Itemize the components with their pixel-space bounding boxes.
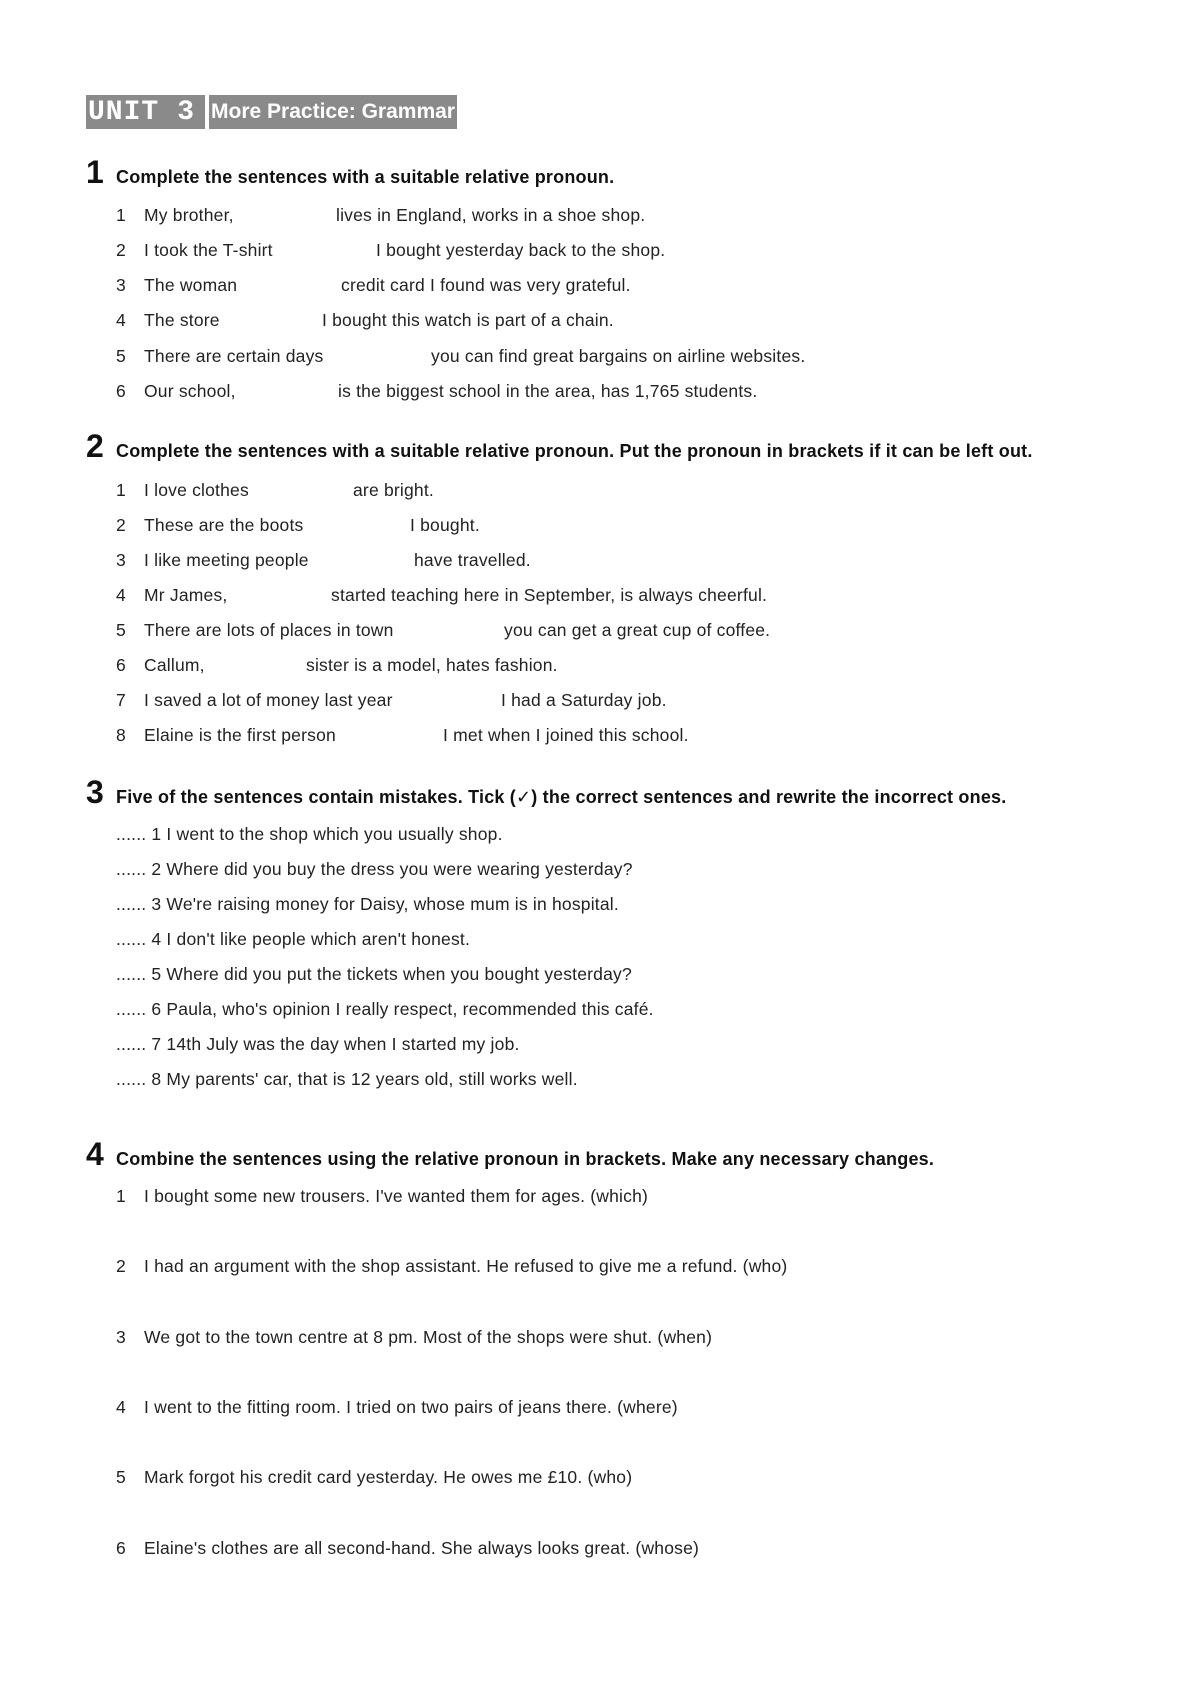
- item-text-start: I like meeting people: [144, 550, 309, 570]
- item-number: 4: [116, 1397, 126, 1417]
- item-text: I went to the fitting room. I tried on two pairs of jeans there. (where): [144, 1397, 678, 1417]
- section-1-heading: [86, 154, 614, 191]
- unit-label: [86, 95, 205, 129]
- item-text-end: lives in England, works in a shoe shop.: [336, 205, 646, 225]
- section-2-heading: [86, 428, 1033, 465]
- correction-item: ...... 8 My parents' car, that is 12 years old, still works well.: [116, 1069, 578, 1089]
- item-number: 2: [116, 515, 126, 535]
- item-text-end: I bought yesterday back to the shop.: [376, 240, 666, 260]
- item-text-end: sister is a model, hates fashion.: [306, 655, 558, 675]
- item-text-start: The woman: [144, 275, 238, 295]
- item-text-start: Our school,: [144, 381, 236, 401]
- item-text-start: I love clothes: [144, 480, 249, 500]
- item-text: Mark forgot his credit card yesterday. He owes me £10. (who): [144, 1467, 633, 1487]
- item-text-end: you can find great bargains on airline websites.: [431, 346, 806, 366]
- item-text: I bought some new trousers. I've wanted them for ages. (which): [144, 1186, 649, 1206]
- item-text: Elaine's clothes are all second-hand. She always looks great. (whose): [144, 1538, 700, 1558]
- item-text-end: started teaching here in September, is always cheerful.: [331, 585, 768, 605]
- item-text-start: These are the boots: [144, 515, 304, 535]
- item-text-end: credit card I found was very grateful.: [341, 275, 631, 295]
- item-number: 4: [116, 585, 126, 605]
- section-instruction: Five of the sentences contain mistakes. Tick (✓) the correct sentences and rewrite the incorrect ones.: [116, 787, 1007, 807]
- item-text-end: you can get a great cup of coffee.: [504, 620, 771, 640]
- item-text-end: I met when I joined this school.: [443, 725, 689, 745]
- item-number: 5: [116, 1467, 126, 1487]
- correction-item: ...... 6 Paula, who's opinion I really respect, recommended this café.: [116, 999, 654, 1019]
- item-text-start: I took the T-shirt: [144, 240, 273, 260]
- item-text-start: Callum,: [144, 655, 205, 675]
- item-text-start: My brother,: [144, 205, 234, 225]
- section-instruction: Complete the sentences with a suitable relative pronoun. Put the pronoun in brackets if it can be left out.: [116, 441, 1033, 461]
- section-number: 2: [86, 428, 104, 464]
- item-text-start: There are certain days: [144, 346, 324, 366]
- item-number: 5: [116, 346, 126, 366]
- item-text-end: I had a Saturday job.: [501, 690, 667, 710]
- item-number: 1: [116, 480, 126, 500]
- item-number: 8: [116, 725, 126, 745]
- item-text-start: Elaine is the first person: [144, 725, 336, 745]
- item-text-start: I saved a lot of money last year: [144, 690, 393, 710]
- page-title: More Practice: Grammar: [209, 95, 457, 129]
- item-number: 6: [116, 381, 126, 401]
- section-number: 4: [86, 1136, 104, 1172]
- item-number: 6: [116, 1538, 126, 1558]
- correction-item: ...... 1 I went to the shop which you usually shop.: [116, 824, 503, 844]
- section-number: 3: [86, 774, 104, 810]
- unit-word: UNIT: [88, 96, 160, 128]
- section-instruction: Complete the sentences with a suitable relative pronoun.: [116, 167, 615, 187]
- correction-item: ...... 5 Where did you put the tickets when you bought yesterday?: [116, 964, 632, 984]
- correction-item: ...... 3 We're raising money for Daisy, whose mum is in hospital.: [116, 894, 619, 914]
- item-number: 6: [116, 655, 126, 675]
- item-number: 5: [116, 620, 126, 640]
- correction-item: ...... 4 I don't like people which aren't honest.: [116, 929, 471, 949]
- item-text-end: is the biggest school in the area, has 1,765 students.: [338, 381, 758, 401]
- unit-number: 3: [177, 96, 196, 128]
- section-4-heading: [86, 1136, 934, 1173]
- item-text: I had an argument with the shop assistant. He refused to give me a refund. (who): [144, 1256, 788, 1276]
- item-number: 1: [116, 1186, 126, 1206]
- item-text: We got to the town centre at 8 pm. Most of the shops were shut. (when): [144, 1327, 713, 1347]
- item-number: 3: [116, 275, 126, 295]
- item-text-start: Mr James,: [144, 585, 228, 605]
- item-text-start: The store: [144, 310, 220, 330]
- section-instruction: Combine the sentences using the relative pronoun in brackets. Make any necessary changes.: [116, 1149, 935, 1169]
- item-number: 2: [116, 240, 126, 260]
- item-text-end: are bright.: [353, 480, 434, 500]
- correction-item: ...... 2 Where did you buy the dress you were wearing yesterday?: [116, 859, 633, 879]
- unit-title-bar: [86, 95, 457, 129]
- item-number: 1: [116, 205, 126, 225]
- item-text-start: There are lots of places in town: [144, 620, 394, 640]
- section-3-heading: [86, 774, 1006, 811]
- item-number: 3: [116, 550, 126, 570]
- item-number: 7: [116, 690, 126, 710]
- item-text-end: have travelled.: [414, 550, 531, 570]
- item-number: 4: [116, 310, 126, 330]
- section-number: 1: [86, 154, 104, 190]
- correction-item: ...... 7 14th July was the day when I started my job.: [116, 1034, 520, 1054]
- item-number: 2: [116, 1256, 126, 1276]
- item-text-end: I bought this watch is part of a chain.: [322, 310, 614, 330]
- item-number: 3: [116, 1327, 126, 1347]
- item-text-end: I bought.: [410, 515, 480, 535]
